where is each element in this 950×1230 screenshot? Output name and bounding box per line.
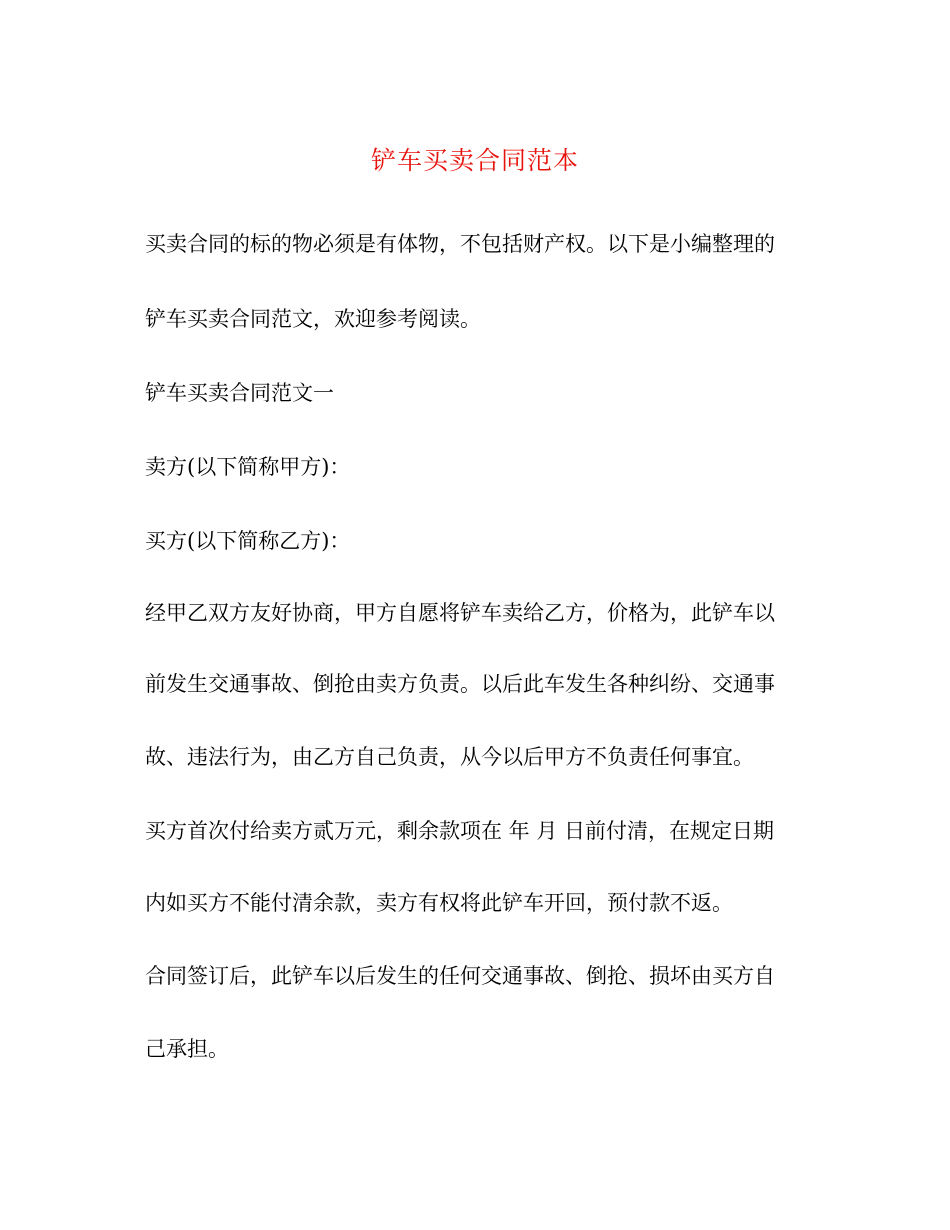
document-title: 铲车买卖合同范本 xyxy=(370,146,579,175)
seller-field: 卖方(以下简称甲方)： xyxy=(145,455,351,479)
body-line-1: 买卖合同的标的物必须是有体物，不包括财产权。以下是小编整理的 xyxy=(145,232,775,256)
section-heading: 铲车买卖合同范文一 xyxy=(145,381,334,405)
body-line-11: 合同签订后，此铲车以后发生的任何交通事故、倒抢、损坏由买方自 xyxy=(145,964,775,988)
body-line-8: 故、违法行为，由乙方自己负责，从今以后甲方不负责任何事宜。 xyxy=(145,745,754,769)
body-line-2: 铲车买卖合同范文，欢迎参考阅读。 xyxy=(145,307,481,331)
body-line-9: 买方首次付给卖方贰万元，剩余款项在 年 月 日前付清，在规定日期 xyxy=(145,819,775,843)
body-line-10: 内如买方不能付清余款，卖方有权将此铲车开回，预付款不返。 xyxy=(145,891,733,915)
body-line-12: 己承担。 xyxy=(145,1037,229,1061)
body-line-7: 前发生交通事故、倒抢由卖方负责。以后此车发生各种纠纷、交通事 xyxy=(145,672,775,696)
body-line-6: 经甲乙双方友好协商，甲方自愿将铲车卖给乙方，价格为，此铲车以 xyxy=(145,601,775,625)
buyer-field: 买方(以下简称乙方)： xyxy=(145,529,351,553)
